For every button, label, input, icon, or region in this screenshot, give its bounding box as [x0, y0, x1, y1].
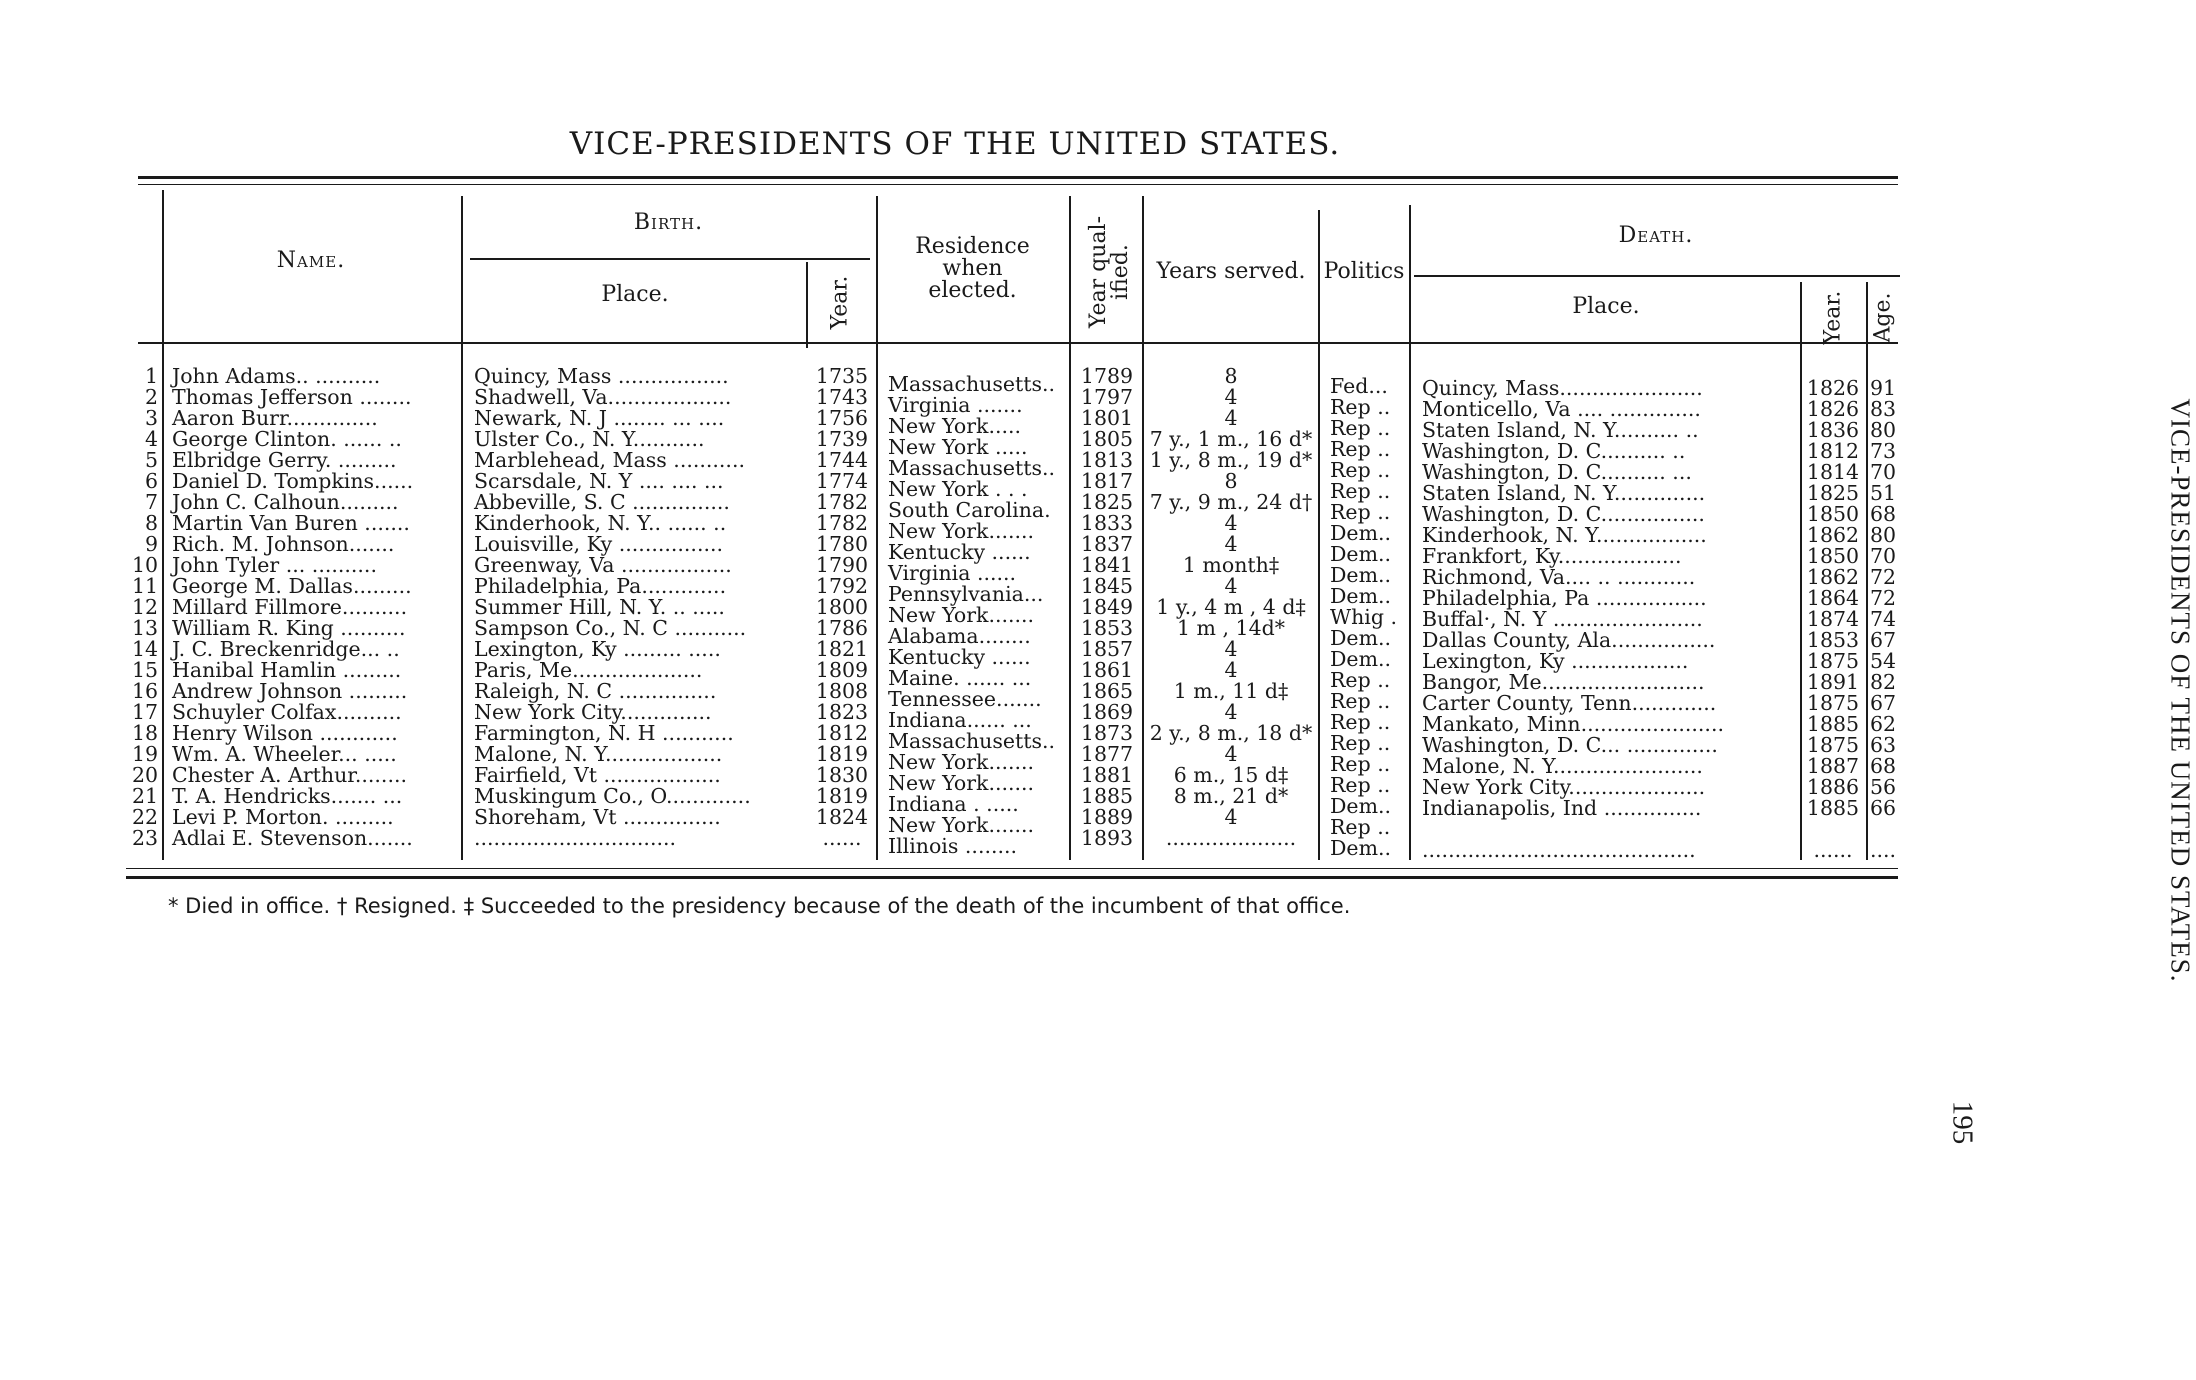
death-place: Monticello, Va .... ..............: [1422, 397, 1701, 421]
col-divider: [461, 196, 463, 860]
row-number: 15: [132, 658, 159, 682]
death-place: New York City.....................: [1422, 775, 1706, 799]
death-place: Richmond, Va.... .. ............: [1422, 565, 1696, 589]
birth-place: Raleigh, N. C ...............: [474, 679, 717, 703]
row-number: 20: [132, 763, 159, 787]
death-year: 1875: [1806, 691, 1860, 715]
year-qualified: 1817: [1080, 469, 1134, 493]
politics: Rep ..: [1330, 668, 1391, 692]
birth-year: 1812: [815, 721, 869, 745]
birth-year: 1830: [815, 763, 869, 787]
years-served: 4: [1224, 532, 1238, 556]
death-place: Washington, D. C................: [1422, 502, 1705, 526]
death-year: 1885: [1806, 712, 1860, 736]
birth-place: Scarsdale, N. Y .... .... ...: [474, 469, 724, 493]
year-qualified: 1853: [1080, 616, 1134, 640]
birth-year: 1735: [815, 364, 869, 388]
top-rule-thin: [138, 184, 1898, 185]
birth-place: Summer Hill, N. Y. .. .....: [474, 595, 725, 619]
birth-year: 1819: [815, 784, 869, 808]
residence-when-elected: Tennessee.......: [888, 687, 1042, 711]
birth-place: Shoreham, Vt ...............: [474, 805, 721, 829]
row-number: 5: [144, 448, 158, 472]
death-place: Bangor, Me.........................: [1422, 670, 1705, 694]
header-name: Name.: [276, 248, 346, 273]
death-place: Kinderhook, N. Y.................: [1422, 523, 1707, 547]
birth-year: 1782: [815, 511, 869, 535]
row-number: 6: [144, 469, 158, 493]
year-qualified: 1869: [1080, 700, 1134, 724]
years-served: 7 y., 9 m., 24 d†: [1149, 490, 1313, 514]
row-number: 11: [132, 574, 159, 598]
vp-name: Chester A. Arthur........: [172, 763, 407, 787]
row-number: 9: [144, 532, 158, 556]
death-year: ......: [1813, 838, 1853, 862]
residence-when-elected: Kentucky ......: [888, 540, 1031, 564]
header-death-age: Age.: [1870, 292, 1896, 343]
year-qualified: 1877: [1080, 742, 1134, 766]
politics: Rep ..: [1330, 815, 1391, 839]
years-served: ....................: [1165, 826, 1297, 850]
residence-when-elected: New York.......: [888, 813, 1035, 837]
bottom-rule: [126, 868, 1898, 869]
birth-place: ...............................: [474, 826, 677, 850]
header-death: Death.: [1618, 223, 1694, 248]
header-death-place: Place.: [1572, 294, 1640, 319]
death-year: 1850: [1806, 544, 1860, 568]
year-qualified: 1801: [1080, 406, 1134, 430]
row-number: 16: [132, 679, 159, 703]
birth-place: Shadwell, Va...................: [474, 385, 732, 409]
residence-when-elected: Illinois ........: [888, 834, 1018, 858]
politics: Rep ..: [1330, 773, 1391, 797]
residence-when-elected: South Carolina.: [888, 498, 1051, 522]
vp-name: Elbridge Gerry. .........: [172, 448, 397, 472]
residence-when-elected: Pennsylvania...: [888, 582, 1044, 606]
politics: Dem..: [1330, 542, 1392, 566]
death-place: Quincy, Mass......................: [1422, 376, 1703, 400]
vp-name: Thomas Jefferson ........: [172, 385, 412, 409]
death-age: 74: [1869, 607, 1897, 631]
row-number: 12: [132, 595, 159, 619]
birth-year: 1824: [815, 805, 869, 829]
row-number: 19: [132, 742, 159, 766]
birth-year: 1790: [815, 553, 869, 577]
header-residence-line2: when: [942, 256, 1003, 281]
vp-name: Levi P. Morton. .........: [172, 805, 394, 829]
death-place: Philadelphia, Pa .................: [1422, 586, 1707, 610]
death-year: 1875: [1806, 733, 1860, 757]
birth-place: Lexington, Ky ......... .....: [474, 637, 721, 661]
side-running-title: VICE-PRESIDENTS OF THE UNITED STATES.: [2165, 398, 2196, 983]
page-number: 195: [1946, 1100, 1979, 1145]
death-year: 1825: [1806, 481, 1860, 505]
year-qualified: 1845: [1080, 574, 1134, 598]
year-qualified: 1893: [1080, 826, 1134, 850]
years-served: 4: [1224, 511, 1238, 535]
years-served: 8: [1224, 469, 1238, 493]
bottom-rule-thick: [126, 876, 1898, 879]
row-number: 4: [144, 427, 158, 451]
col-divider: [1318, 210, 1320, 860]
residence-when-elected: Maine. ...... ...: [888, 666, 1032, 690]
death-place: Staten Island, N. Y.......... ..: [1422, 418, 1699, 442]
years-served: 4: [1224, 700, 1238, 724]
birth-year: 1800: [815, 595, 869, 619]
residence-when-elected: New York . . .: [888, 477, 1028, 501]
birth-place: New York City..............: [474, 700, 712, 724]
birth-year: 1782: [815, 490, 869, 514]
page-title: VICE-PRESIDENTS OF THE UNITED STATES.: [569, 126, 1341, 162]
birth-place: Farmington, N. H ...........: [474, 721, 734, 745]
row-number: 10: [132, 553, 159, 577]
residence-when-elected: Alabama........: [888, 624, 1031, 648]
birth-year: 1792: [815, 574, 869, 598]
year-qualified: 1849: [1080, 595, 1134, 619]
header-residence: [880, 236, 1065, 302]
death-age: 91: [1869, 376, 1897, 400]
vp-name: Daniel D. Tompkins......: [172, 469, 414, 493]
vp-name: Rich. M. Johnson.......: [172, 532, 395, 556]
col-divider: [1142, 196, 1144, 860]
death-age: 54: [1869, 649, 1897, 673]
year-qualified: 1865: [1080, 679, 1134, 703]
year-qualified: 1797: [1080, 385, 1134, 409]
birth-year: 1823: [815, 700, 869, 724]
death-age: 68: [1869, 754, 1897, 778]
politics: Rep ..: [1330, 458, 1391, 482]
row-number: 18: [132, 721, 159, 745]
residence-when-elected: New York.......: [888, 771, 1035, 795]
death-year: 1885: [1806, 796, 1860, 820]
vp-name: Henry Wilson ............: [172, 721, 398, 745]
header-year-qualified: [1088, 212, 1132, 332]
death-age: 62: [1869, 712, 1897, 736]
death-year: 1826: [1806, 376, 1860, 400]
death-place: Frankfort, Ky...................: [1422, 544, 1682, 568]
birth-year: 1786: [815, 616, 869, 640]
row-number: 17: [132, 700, 159, 724]
years-served: 8: [1224, 364, 1238, 388]
top-rule: [138, 176, 1898, 179]
birth-year: 1808: [815, 679, 869, 703]
residence-when-elected: New York.......: [888, 750, 1035, 774]
death-age: 63: [1869, 733, 1897, 757]
death-age: 56: [1869, 775, 1897, 799]
residence-when-elected: New York.....: [888, 414, 1022, 438]
col-divider: [876, 196, 878, 860]
years-served: 4: [1224, 385, 1238, 409]
vp-name: George M. Dallas.........: [172, 574, 412, 598]
death-year: 1862: [1806, 523, 1860, 547]
residence-when-elected: New York.......: [888, 603, 1035, 627]
politics: Rep ..: [1330, 479, 1391, 503]
death-place: Washington, D. C.......... ..: [1422, 439, 1686, 463]
death-age: 66: [1869, 796, 1897, 820]
death-year: 1887: [1806, 754, 1860, 778]
years-served: 1 y., 4 m , 4 d‡: [1156, 595, 1306, 619]
politics: Dem..: [1330, 521, 1392, 545]
row-number: 2: [144, 385, 158, 409]
year-qualified: 1873: [1080, 721, 1134, 745]
birth-year: 1821: [815, 637, 869, 661]
residence-when-elected: Virginia ......: [888, 561, 1017, 585]
death-age: 73: [1869, 439, 1897, 463]
years-served: 4: [1224, 805, 1238, 829]
birth-place: Ulster Co., N. Y...........: [474, 427, 705, 451]
years-served: 8 m., 21 d*: [1173, 784, 1289, 808]
header-years-served: Years served.: [1156, 259, 1306, 284]
years-served: 4: [1224, 658, 1238, 682]
death-year: 1891: [1806, 670, 1860, 694]
header-year-qualified-line1: Year qual-: [1086, 215, 1111, 329]
death-year: 1862: [1806, 565, 1860, 589]
residence-when-elected: Indiana . .....: [888, 792, 1019, 816]
residence-when-elected: Kentucky ......: [888, 645, 1031, 669]
death-year: 1836: [1806, 418, 1860, 442]
header-death-year: Year.: [1820, 290, 1846, 345]
death-age: 80: [1869, 523, 1897, 547]
death-age: 51: [1869, 481, 1897, 505]
birth-place: Greenway, Va .................: [474, 553, 732, 577]
year-qualified: 1857: [1080, 637, 1134, 661]
header-residence-line1: Residence: [915, 234, 1030, 259]
header-year-qualified-line2: ified.: [1108, 244, 1133, 300]
birth-place: Louisville, Ky ................: [474, 532, 724, 556]
birth-place: Fairfield, Vt ..................: [474, 763, 721, 787]
residence-when-elected: New York .....: [888, 435, 1028, 459]
year-qualified: 1833: [1080, 511, 1134, 535]
row-number: 22: [132, 805, 159, 829]
residence-when-elected: Indiana...... ...: [888, 708, 1032, 732]
politics: Dem..: [1330, 647, 1392, 671]
year-qualified: 1861: [1080, 658, 1134, 682]
politics: Rep ..: [1330, 710, 1391, 734]
years-served: 1 y., 8 m., 19 d*: [1149, 448, 1313, 472]
birth-place: Kinderhook, N. Y.. ...... ..: [474, 511, 727, 535]
birth-year: 1739: [815, 427, 869, 451]
death-place: Staten Island, N. Y..............: [1422, 481, 1706, 505]
birth-place: Abbeville, S. C ...............: [474, 490, 730, 514]
header-birth-year: Year.: [827, 275, 853, 330]
header-birth: Birth.: [633, 210, 704, 235]
birth-place: Muskingum Co., O.............: [474, 784, 751, 808]
vp-name: Wm. A. Wheeler... .....: [172, 742, 397, 766]
vp-name: Adlai E. Stevenson.......: [172, 826, 413, 850]
vp-name: John C. Calhoun.........: [172, 490, 399, 514]
birth-year: 1780: [815, 532, 869, 556]
row-number: 14: [132, 637, 159, 661]
birth-place: Paris, Me....................: [474, 658, 703, 682]
politics: Dem..: [1330, 563, 1392, 587]
footnote: * Died in office. † Resigned. ‡ Succeeded to the presidency because of the death of the incumbent of that office.: [168, 894, 1351, 918]
vp-name: Millard Fillmore..........: [172, 595, 408, 619]
politics: Dem..: [1330, 836, 1392, 860]
death-age: 83: [1869, 397, 1897, 421]
birth-year: 1774: [815, 469, 869, 493]
vp-name: John Tyler ... ..........: [172, 553, 377, 577]
year-qualified: 1805: [1080, 427, 1134, 451]
vp-name: Hanibal Hamlin .........: [172, 658, 402, 682]
year-qualified: 1825: [1080, 490, 1134, 514]
row-number: 8: [144, 511, 158, 535]
death-year: 1826: [1806, 397, 1860, 421]
death-age: 68: [1869, 502, 1897, 526]
death-age: ....: [1869, 838, 1897, 862]
politics: Rep ..: [1330, 689, 1391, 713]
year-qualified: 1789: [1080, 364, 1134, 388]
death-age: 67: [1869, 691, 1897, 715]
vp-name: J. C. Breckenridge... ..: [172, 637, 400, 661]
death-year: 1875: [1806, 649, 1860, 673]
years-served: 4: [1224, 406, 1238, 430]
politics: Dem..: [1330, 584, 1392, 608]
birth-place: Quincy, Mass .................: [474, 364, 729, 388]
row-number: 13: [132, 616, 159, 640]
politics: Rep ..: [1330, 395, 1391, 419]
year-qualified: 1889: [1080, 805, 1134, 829]
politics: Dem..: [1330, 794, 1392, 818]
death-place: Malone, N. Y.......................: [1422, 754, 1703, 778]
death-age: 72: [1869, 586, 1897, 610]
vp-name: John Adams.. ..........: [172, 364, 381, 388]
residence-when-elected: New York.......: [888, 519, 1035, 543]
residence-when-elected: Massachusetts..: [888, 372, 1056, 396]
birth-place: Sampson Co., N. C ...........: [474, 616, 747, 640]
years-served: 4: [1224, 574, 1238, 598]
birth-subrule: [470, 258, 870, 260]
row-number: 1: [144, 364, 158, 388]
birth-year: ......: [822, 826, 862, 850]
death-age: 70: [1869, 544, 1897, 568]
politics: Rep ..: [1330, 437, 1391, 461]
birth-year: 1809: [815, 658, 869, 682]
death-year: 1864: [1806, 586, 1860, 610]
row-number: 3: [144, 406, 158, 430]
death-place: Washington, D. C... ..............: [1422, 733, 1718, 757]
birth-year: 1744: [815, 448, 869, 472]
death-age: 80: [1869, 418, 1897, 442]
death-age: 82: [1869, 670, 1897, 694]
death-place: Washington, D. C.......... ...: [1422, 460, 1692, 484]
row-number: 7: [144, 490, 158, 514]
politics: Whig .: [1330, 605, 1397, 629]
years-served: 4: [1224, 742, 1238, 766]
death-year: 1814: [1806, 460, 1860, 484]
col-divider: [162, 190, 164, 860]
header-politics: Politics: [1323, 259, 1405, 284]
birth-year: 1743: [815, 385, 869, 409]
years-served: 4: [1224, 637, 1238, 661]
col-divider: [806, 262, 808, 348]
birth-year: 1756: [815, 406, 869, 430]
birth-place: Marblehead, Mass ...........: [474, 448, 745, 472]
vp-name: George Clinton. ...... ..: [172, 427, 402, 451]
vp-name: Martin Van Buren .......: [172, 511, 410, 535]
politics: Rep ..: [1330, 752, 1391, 776]
year-qualified: 1841: [1080, 553, 1134, 577]
death-year: 1850: [1806, 502, 1860, 526]
death-place: Buffal·, N. Y .......................: [1422, 607, 1703, 631]
politics: Rep ..: [1330, 416, 1391, 440]
row-number: 23: [132, 826, 159, 850]
row-number: 21: [132, 784, 159, 808]
year-qualified: 1885: [1080, 784, 1134, 808]
vp-name: T. A. Hendricks....... ...: [172, 784, 403, 808]
years-served: 1 m., 11 d‡: [1173, 679, 1289, 703]
politics: Dem..: [1330, 626, 1392, 650]
vp-name: Andrew Johnson .........: [172, 679, 408, 703]
header-birth-place: Place.: [601, 282, 669, 307]
birth-place: Malone, N. Y..................: [474, 742, 723, 766]
death-year: 1853: [1806, 628, 1860, 652]
years-served: 1 m , 14d*: [1176, 616, 1285, 640]
header-bottom-rule: [138, 342, 1898, 344]
vp-name: Aaron Burr..............: [172, 406, 378, 430]
birth-place: Philadelphia, Pa.............: [474, 574, 727, 598]
year-qualified: 1881: [1080, 763, 1134, 787]
residence-when-elected: Virginia .......: [888, 393, 1023, 417]
col-divider: [1069, 196, 1071, 860]
header-residence-line3: elected.: [928, 278, 1017, 303]
years-served: 2 y., 8 m., 18 d*: [1149, 721, 1313, 745]
death-place: Indianapolis, Ind ...............: [1422, 796, 1702, 820]
death-age: 72: [1869, 565, 1897, 589]
birth-year: 1819: [815, 742, 869, 766]
death-place: Lexington, Ky ..................: [1422, 649, 1689, 673]
death-place: Dallas County, Ala................: [1422, 628, 1716, 652]
death-place: ..........................................: [1422, 838, 1696, 862]
politics: Rep ..: [1330, 731, 1391, 755]
death-year: 1874: [1806, 607, 1860, 631]
residence-when-elected: Massachusetts..: [888, 729, 1056, 753]
vp-name: William R. King ..........: [172, 616, 406, 640]
col-divider: [1409, 205, 1411, 860]
death-place: Carter County, Tenn.............: [1422, 691, 1717, 715]
politics: Fed...: [1330, 374, 1388, 398]
residence-when-elected: Massachusetts..: [888, 456, 1056, 480]
politics: Rep ..: [1330, 500, 1391, 524]
years-served: 7 y., 1 m., 16 d*: [1149, 427, 1313, 451]
vp-name: Schuyler Colfax..........: [172, 700, 402, 724]
death-place: Mankato, Minn......................: [1422, 712, 1724, 736]
death-subrule: [1414, 275, 1900, 277]
death-age: 67: [1869, 628, 1897, 652]
birth-place: Newark, N. J ........ ... ....: [474, 406, 725, 430]
year-qualified: 1813: [1080, 448, 1134, 472]
years-served: 6 m., 15 d‡: [1173, 763, 1289, 787]
death-age: 70: [1869, 460, 1897, 484]
death-year: 1812: [1806, 439, 1860, 463]
year-qualified: 1837: [1080, 532, 1134, 556]
death-year: 1886: [1806, 775, 1860, 799]
years-served: 1 month‡: [1182, 553, 1280, 577]
